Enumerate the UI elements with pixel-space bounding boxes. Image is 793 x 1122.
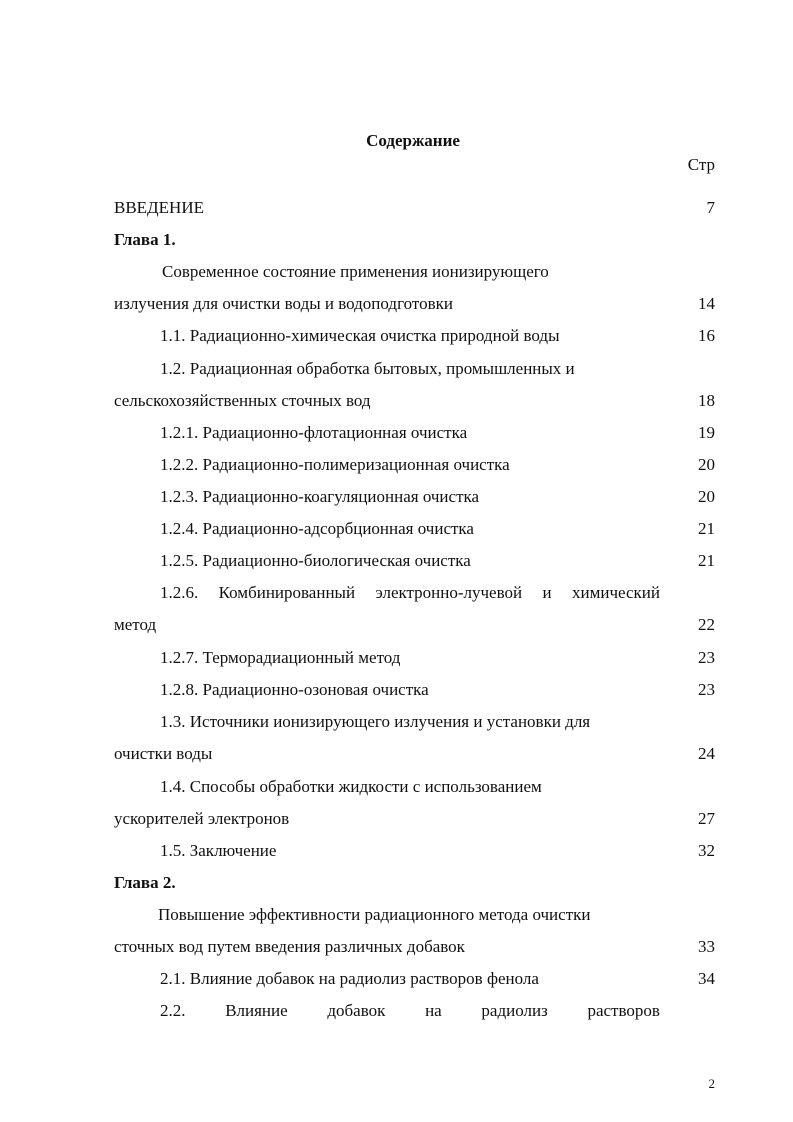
- toc-page-chapter-2: 33: [698, 937, 715, 956]
- chapter-1-heading: Глава 1.: [114, 230, 176, 249]
- toc-page-2-1: 34: [698, 969, 715, 988]
- chapter-1-title-line1: Современное состояние применения ионизирующего: [162, 262, 549, 281]
- toc-page-1-2-3: 20: [698, 487, 715, 506]
- toc-entry-1-2-3: 1.2.3. Радиационно-коагуляционная очистка: [160, 487, 480, 506]
- word: химический: [572, 583, 660, 602]
- word: 2.2.: [160, 1001, 186, 1020]
- word: электронно-лучевой: [375, 583, 523, 602]
- toc-entry-1-1: 1.1. Радиационно-химическая очистка природной воды: [160, 326, 560, 345]
- toc-page-1-2-4: 21: [698, 519, 715, 538]
- toc-page-chapter-1: 14: [698, 294, 715, 313]
- toc-entry-1-2-6-line2: метод: [114, 615, 157, 634]
- page-column-header: Стр: [687, 155, 715, 174]
- toc-entry-1-2-line1: 1.2. Радиационная обработка бытовых, промышленных и: [160, 359, 575, 378]
- chapter-1-title-line2: излучения для очистки воды и водоподготовки: [114, 294, 453, 313]
- page-number: 2: [708, 1076, 715, 1091]
- toc-entry-1-4-line1: 1.4. Способы обработки жидкости с использованием: [160, 777, 542, 796]
- chapter-2-heading: Глава 2.: [114, 873, 176, 892]
- toc-page-1-2: 18: [698, 391, 715, 410]
- toc-entry-1-2-4: 1.2.4. Радиационно-адсорбционная очистка: [160, 519, 474, 538]
- toc-page-1-2-6: 22: [698, 615, 715, 634]
- toc-entry-1-2-line2: сельскохозяйственных сточных вод: [114, 391, 371, 410]
- toc-entry-1-2-5: 1.2.5. Радиационно-биологическая очистка: [160, 551, 471, 570]
- toc-page-intro: 7: [706, 198, 715, 217]
- word: 1.2.6.: [160, 583, 199, 602]
- toc-entry-1-3-line1: 1.3. Источники ионизирующего излучения и установки для: [160, 712, 591, 731]
- toc-entry-1-2-6-line1: [160, 582, 660, 604]
- toc-page-1-2-2: 20: [698, 455, 715, 474]
- toc-entry-1-2-1: 1.2.1. Радиационно-флотационная очистка: [160, 423, 468, 442]
- toc-page-1-2-1: 19: [698, 423, 715, 442]
- word: Влияние: [225, 1001, 288, 1020]
- word: радиолиз: [481, 1001, 548, 1020]
- word: добавок: [327, 1001, 386, 1020]
- word: Комбинированный: [218, 583, 356, 602]
- toc-entry-2-1: 2.1. Влияние добавок на радиолиз растворов фенола: [160, 969, 539, 988]
- toc-entry-1-5: 1.5. Заключение: [160, 841, 277, 860]
- chapter-2-title-line1: Повышение эффективности радиационного метода очистки: [158, 905, 591, 924]
- toc-entry-1-2-7: 1.2.7. Терморадиационный метод: [160, 648, 401, 667]
- toc-entry-1-4-line2: ускорителей электронов: [114, 809, 290, 828]
- chapter-2-title-line2: сточных вод путем введения различных добавок: [114, 937, 465, 956]
- word: на: [425, 1001, 442, 1020]
- toc-entry-1-2-8: 1.2.8. Радиационно-озоновая очистка: [160, 680, 429, 699]
- toc-page-1-3: 24: [698, 744, 715, 763]
- word: растворов: [587, 1001, 660, 1020]
- toc-page-1-2-7: 23: [698, 648, 715, 667]
- toc-page-1-4: 27: [698, 809, 715, 828]
- toc-page-1-1: 16: [698, 326, 715, 345]
- page-title: Содержание: [366, 131, 460, 150]
- toc-page-1-5: 32: [698, 841, 715, 860]
- toc-entry-intro: ВВЕДЕНИЕ: [114, 198, 204, 217]
- toc-page-1-2-5: 21: [698, 551, 715, 570]
- toc-page-1-2-8: 23: [698, 680, 715, 699]
- toc-entry-1-2-2: 1.2.2. Радиационно-полимеризационная очистка: [160, 455, 510, 474]
- toc-entry-2-2-line1: [160, 1000, 660, 1022]
- word: и: [542, 583, 552, 602]
- toc-entry-1-3-line2: очистки воды: [114, 744, 213, 763]
